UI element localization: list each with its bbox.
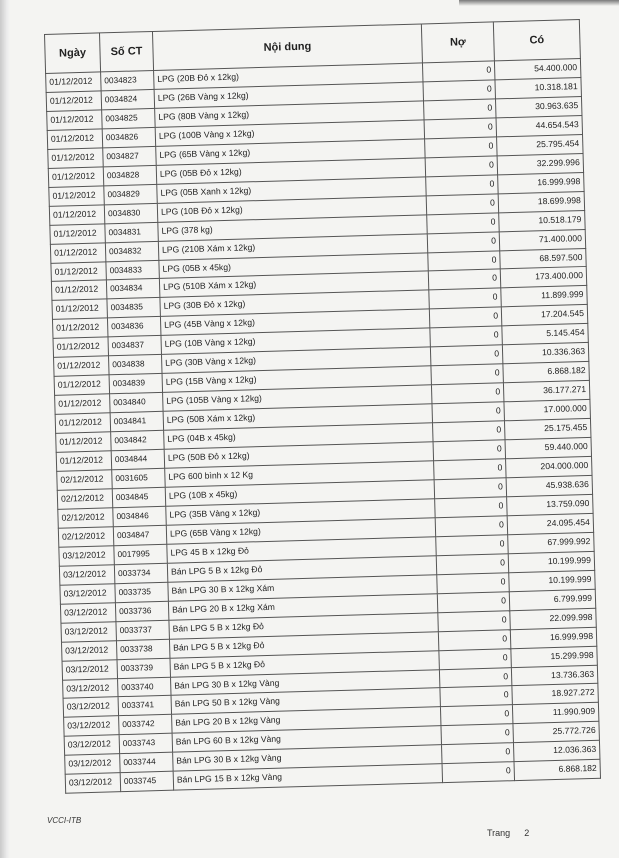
cell-debit: 0 xyxy=(431,364,504,385)
cell-description: LPG (04B x 45kg) xyxy=(164,423,433,449)
cell-description: LPG 600 bình x 12 Kg xyxy=(165,461,434,487)
cell-debit: 0 xyxy=(438,610,511,631)
cell-debit: 0 xyxy=(425,156,498,177)
cell-document-number: 0034832 xyxy=(105,241,159,261)
cell-debit: 0 xyxy=(422,61,495,82)
cell-debit: 0 xyxy=(424,99,497,120)
cell-credit: 44.654.543 xyxy=(496,115,582,136)
cell-document-number: 0034845 xyxy=(112,487,166,507)
cell-description: LPG (105B Vàng x 12kg) xyxy=(163,385,432,411)
cell-document-number: 0034825 xyxy=(102,108,156,128)
cell-description: LPG (35B Vàng x 12kg) xyxy=(166,499,435,525)
cell-credit: 24.095.454 xyxy=(507,513,593,534)
cell-document-number: 0034842 xyxy=(111,430,165,450)
cell-debit: 0 xyxy=(436,554,509,575)
cell-debit: 0 xyxy=(430,326,503,347)
cell-document-number: 0033742 xyxy=(119,715,173,735)
cell-document-number: 0034828 xyxy=(103,165,157,185)
cell-date: 02/12/2012 xyxy=(58,508,114,528)
cell-credit: 25.795.454 xyxy=(497,134,583,155)
cell-date: 01/12/2012 xyxy=(52,318,108,338)
cell-document-number: 0034824 xyxy=(101,89,155,109)
cell-debit: 0 xyxy=(435,516,508,537)
cell-document-number: 0033736 xyxy=(115,601,169,621)
header-credit: Có xyxy=(493,20,580,61)
cell-credit: 18.699.998 xyxy=(498,191,584,212)
cell-document-number: 0034835 xyxy=(107,298,161,318)
cell-description: Bán LPG 5 B x 12kg Đỏ xyxy=(169,612,438,638)
cell-date: 03/12/2012 xyxy=(65,773,121,793)
cell-document-number: 0034837 xyxy=(108,336,162,356)
cell-document-number: 0034834 xyxy=(106,279,160,299)
cell-debit: 0 xyxy=(439,667,512,688)
cell-debit: 0 xyxy=(429,288,502,309)
cell-debit: 0 xyxy=(440,705,513,726)
cell-credit: 204.000.000 xyxy=(506,456,592,477)
cell-credit: 22.099.998 xyxy=(510,608,596,629)
header-description: Nội dung xyxy=(152,24,422,70)
cell-document-number: 0033744 xyxy=(120,753,174,773)
cell-debit: 0 xyxy=(427,212,500,233)
cell-debit: 0 xyxy=(433,440,506,461)
cell-date: 03/12/2012 xyxy=(62,659,118,679)
cell-date: 01/12/2012 xyxy=(56,432,112,452)
page-label: Trang xyxy=(487,828,511,838)
cell-description: Bán LPG 5 B x 12kg Đỏ xyxy=(167,556,436,582)
cell-document-number: 0033735 xyxy=(115,582,169,602)
cell-description: LPG (10B Vàng x 12kg) xyxy=(161,328,430,354)
footer-source-code: VCCI-ITB xyxy=(47,816,82,825)
cell-date: 03/12/2012 xyxy=(61,640,117,660)
cell-credit: 68.597.500 xyxy=(500,248,586,269)
cell-credit: 11.899.999 xyxy=(501,286,587,307)
cell-credit: 16.999.998 xyxy=(510,627,596,648)
cell-debit: 0 xyxy=(435,497,508,518)
cell-description: LPG (510B Xám x 12kg) xyxy=(159,271,428,297)
cell-credit: 25.772.726 xyxy=(513,722,599,743)
cell-description: LPG (50B Đỏ x 12kg) xyxy=(164,442,433,468)
cell-description: LPG (65B Vàng x 12kg) xyxy=(156,139,425,165)
cell-date: 01/12/2012 xyxy=(53,337,109,357)
cell-debit: 0 xyxy=(431,383,504,404)
cell-credit: 17.000.000 xyxy=(504,400,590,421)
cell-date: 01/12/2012 xyxy=(54,356,110,376)
cell-date: 01/12/2012 xyxy=(47,110,103,130)
cell-description: LPG (100B Vàng x 12kg) xyxy=(155,120,424,146)
cell-date: 01/12/2012 xyxy=(55,413,111,433)
cell-credit: 59.440.000 xyxy=(505,437,591,458)
cell-description: LPG (10B x 45kg) xyxy=(165,480,434,506)
cell-description: LPG (05B Xanh x 12kg) xyxy=(157,177,426,203)
cell-debit: 0 xyxy=(434,478,507,499)
header-document-number: Số CT xyxy=(99,31,153,71)
cell-credit: 11.990.909 xyxy=(512,703,598,724)
cell-debit: 0 xyxy=(426,175,499,196)
cell-debit: 0 xyxy=(428,269,501,290)
cell-date: 01/12/2012 xyxy=(46,72,102,92)
cell-debit: 0 xyxy=(432,402,505,423)
cell-description: LPG (45B Vàng x 12kg) xyxy=(160,309,429,335)
cell-description: Bán LPG 20 B x 12kg Vàng xyxy=(172,707,441,733)
cell-document-number: 0034839 xyxy=(109,374,163,394)
cell-description: LPG (80B Vàng x 12kg) xyxy=(155,101,424,127)
page-number: 2 xyxy=(524,828,530,838)
cell-document-number: 0033738 xyxy=(116,639,170,659)
cell-date: 03/12/2012 xyxy=(60,602,116,622)
cell-credit: 32.299.996 xyxy=(497,153,583,174)
cell-description: LPG (30B Vàng x 12kg) xyxy=(161,347,430,373)
cell-credit: 13.759.090 xyxy=(507,494,593,515)
cell-credit: 173.400.000 xyxy=(500,267,586,288)
cell-description: Bán LPG 5 B x 12kg Đỏ xyxy=(169,631,438,657)
cell-document-number: 0034826 xyxy=(102,127,156,147)
cell-credit: 30.963.635 xyxy=(495,96,581,117)
cell-date: 03/12/2012 xyxy=(59,565,115,585)
cell-credit: 54.400.000 xyxy=(494,59,580,80)
cell-debit: 0 xyxy=(438,629,511,650)
cell-date: 02/12/2012 xyxy=(58,527,114,547)
cell-description: Bán LPG 50 B x 12kg Vàng xyxy=(171,688,440,714)
cell-document-number: 0034831 xyxy=(105,222,159,242)
cell-credit: 10.518.179 xyxy=(499,210,585,231)
cell-description: Bán LPG 30 B x 12kg Xám xyxy=(168,574,437,600)
cell-debit: 0 xyxy=(427,231,500,252)
cell-date: 03/12/2012 xyxy=(60,583,116,603)
cell-credit: 18.927.272 xyxy=(512,684,598,705)
cell-description: LPG (210B Xám x 12kg) xyxy=(158,233,427,259)
cell-document-number: 0034847 xyxy=(113,525,167,545)
scan-edge-top xyxy=(459,0,619,6)
cell-credit: 6.868.182 xyxy=(503,362,589,383)
cell-description: Bán LPG 20 B x 12kg Xám xyxy=(168,593,437,619)
cell-credit: 10.318.181 xyxy=(495,77,581,98)
cell-document-number: 0034836 xyxy=(107,317,161,337)
cell-date: 03/12/2012 xyxy=(65,754,121,774)
cell-document-number: 0034846 xyxy=(113,506,167,526)
cell-document-number: 0034841 xyxy=(110,411,164,431)
cell-credit: 16.999.998 xyxy=(498,172,584,193)
cell-date: 01/12/2012 xyxy=(50,224,106,244)
cell-description: LPG (30B Đỏ x 12kg) xyxy=(160,290,429,316)
cell-date: 03/12/2012 xyxy=(64,716,120,736)
cell-date: 01/12/2012 xyxy=(55,394,111,414)
cell-credit: 12.036.363 xyxy=(513,741,599,762)
cell-description: LPG (378 kg) xyxy=(158,215,427,241)
cell-description: Bán LPG 5 B x 12kg Đỏ xyxy=(170,650,439,676)
cell-description: LPG (05B Đỏ x 12kg) xyxy=(156,158,425,184)
cell-debit: 0 xyxy=(439,648,512,669)
cell-description: Bán LPG 30 B x 12kg Vàng xyxy=(173,745,442,771)
cell-credit: 13.736.363 xyxy=(511,665,597,686)
cell-debit: 0 xyxy=(442,762,515,783)
cell-document-number: 0031605 xyxy=(112,468,166,488)
cell-date: 01/12/2012 xyxy=(51,280,107,300)
cell-description: LPG (15B Vàng x 12kg) xyxy=(162,366,431,392)
cell-document-number: 0017995 xyxy=(114,544,168,564)
cell-date: 01/12/2012 xyxy=(48,148,104,168)
cell-document-number: 0034840 xyxy=(110,393,164,413)
cell-credit: 45.938.636 xyxy=(506,475,592,496)
cell-date: 01/12/2012 xyxy=(49,205,105,225)
cell-credit: 71.400.000 xyxy=(499,229,585,250)
cell-debit: 0 xyxy=(423,80,496,101)
cell-credit: 10.336.363 xyxy=(502,343,588,364)
cell-debit: 0 xyxy=(433,421,506,442)
cell-debit: 0 xyxy=(436,535,509,556)
cell-credit: 67.999.992 xyxy=(508,532,594,553)
cell-document-number: 0033741 xyxy=(118,696,172,716)
cell-debit: 0 xyxy=(441,724,514,745)
cell-document-number: 0034838 xyxy=(109,355,163,375)
cell-debit: 0 xyxy=(429,307,502,328)
cell-description: LPG (05B x 45kg) xyxy=(159,252,428,278)
cell-date: 03/12/2012 xyxy=(59,546,115,566)
cell-date: 03/12/2012 xyxy=(63,697,119,717)
cell-debit: 0 xyxy=(430,345,503,366)
cell-credit: 17.204.545 xyxy=(501,305,587,326)
cell-credit: 6.868.182 xyxy=(514,760,600,781)
cell-debit: 0 xyxy=(434,459,507,480)
cell-document-number: 0034844 xyxy=(111,449,165,469)
cell-date: 01/12/2012 xyxy=(47,129,103,149)
cell-document-number: 0034829 xyxy=(104,184,158,204)
cell-debit: 0 xyxy=(428,250,501,271)
cell-date: 01/12/2012 xyxy=(52,299,108,319)
cell-date: 01/12/2012 xyxy=(46,91,102,111)
cell-debit: 0 xyxy=(426,194,499,215)
cell-document-number: 0033745 xyxy=(120,771,174,791)
cell-debit: 0 xyxy=(442,743,515,764)
cell-date: 02/12/2012 xyxy=(57,489,113,509)
cell-document-number: 0034830 xyxy=(104,203,158,223)
cell-description: Bán LPG 30 B x 12kg Vàng xyxy=(170,669,439,695)
cell-document-number: 0034827 xyxy=(103,146,157,166)
cell-description: Bán LPG 15 B x 12kg Vàng xyxy=(173,764,442,790)
cell-credit: 5.145.454 xyxy=(502,324,588,345)
scan-edge-left xyxy=(0,0,10,858)
cell-document-number: 0034833 xyxy=(106,260,160,280)
cell-debit: 0 xyxy=(425,137,498,158)
cell-credit: 10.199.999 xyxy=(508,551,594,572)
cell-document-number: 0033743 xyxy=(119,734,173,754)
cell-date: 01/12/2012 xyxy=(56,451,112,471)
cell-document-number: 0033737 xyxy=(116,620,170,640)
cell-description: LPG 45 B x 12kg Đỏ xyxy=(167,537,436,563)
ledger-body xyxy=(46,59,601,794)
ledger-table xyxy=(44,19,601,794)
cell-description: LPG (20B Đỏ x 12kg) xyxy=(154,63,423,89)
cell-date: 01/12/2012 xyxy=(51,261,107,281)
cell-document-number: 0033740 xyxy=(118,677,172,697)
cell-credit: 15.299.998 xyxy=(511,646,597,667)
cell-description: LPG (50B Xám x 12kg) xyxy=(163,404,432,430)
cell-date: 01/12/2012 xyxy=(54,375,110,395)
cell-date: 01/12/2012 xyxy=(50,242,106,262)
cell-date: 01/12/2012 xyxy=(49,186,105,206)
cell-debit: 0 xyxy=(437,572,510,593)
cell-date: 03/12/2012 xyxy=(63,678,119,698)
cell-description: Bán LPG 60 B x 12kg Vàng xyxy=(172,726,441,752)
cell-date: 03/12/2012 xyxy=(64,735,120,755)
cell-credit: 10.199.999 xyxy=(509,570,595,591)
header-date: Ngày xyxy=(45,33,101,74)
cell-date: 03/12/2012 xyxy=(61,621,117,641)
cell-document-number: 0034823 xyxy=(101,70,155,90)
cell-debit: 0 xyxy=(424,118,497,139)
cell-description: LPG (26B Vàng x 12kg) xyxy=(154,82,423,108)
cell-credit: 25.175.455 xyxy=(504,419,590,440)
cell-date: 01/12/2012 xyxy=(48,167,104,187)
cell-date: 02/12/2012 xyxy=(57,470,113,490)
cell-debit: 0 xyxy=(440,686,513,707)
cell-credit: 6.799.999 xyxy=(509,589,595,610)
cell-credit: 36.177.271 xyxy=(503,381,589,402)
cell-description: LPG (10B Đỏ x 12kg) xyxy=(157,196,426,222)
header-debit: Nợ xyxy=(421,22,494,63)
cell-document-number: 0033739 xyxy=(117,658,171,678)
cell-debit: 0 xyxy=(437,591,510,612)
cell-description: LPG (65B Vàng x 12kg) xyxy=(166,518,435,544)
page-indicator xyxy=(487,828,529,838)
cell-document-number: 0033734 xyxy=(114,563,168,583)
